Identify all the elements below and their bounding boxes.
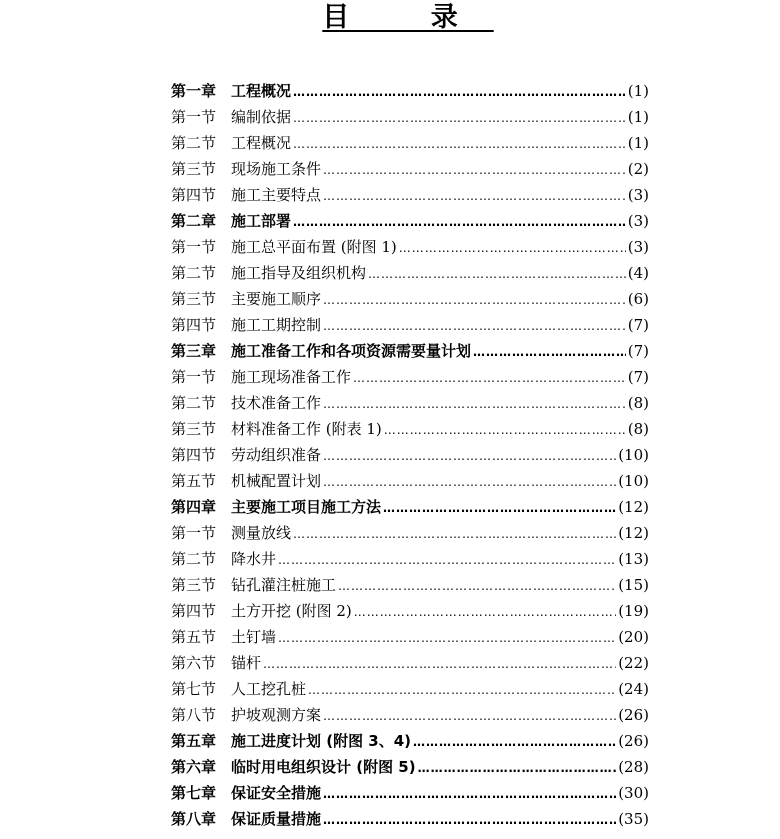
toc-page-number: (1) (627, 82, 649, 100)
toc-leader-dots (338, 573, 616, 598)
toc-entry-number: 第二节 (171, 134, 217, 152)
toc-entry-number: 第五章 (171, 732, 217, 750)
toc-page-number: (24) (618, 680, 649, 698)
toc-leader-dots (293, 105, 626, 130)
toc-section-entry[interactable] (171, 416, 649, 442)
toc-entry-title: 编制依据 (231, 108, 292, 126)
toc-entry-title: 技术准备工作 (231, 394, 322, 412)
toc-section-entry[interactable] (171, 624, 649, 650)
toc-entry-label (171, 676, 306, 702)
toc-leader-dots (323, 443, 616, 468)
toc-entry-label (171, 208, 291, 234)
toc-entry-label (171, 156, 321, 182)
toc-section-entry[interactable] (171, 520, 649, 546)
toc-entry-number: 第一节 (171, 108, 217, 126)
toc-entry-title: 现场施工条件 (231, 160, 322, 178)
toc-entry-label (171, 312, 321, 338)
toc-leader-dots (384, 417, 626, 442)
page-title: 目 录 (322, 2, 494, 33)
toc-entry-label (171, 780, 321, 806)
toc-leader-dots (323, 391, 626, 416)
toc-section-entry[interactable] (171, 676, 649, 702)
toc-entry-label (171, 442, 321, 468)
toc-entry-number: 第二节 (171, 550, 217, 568)
toc-entry-title: 施工指导及组织机构 (231, 264, 367, 282)
toc-section-entry[interactable] (171, 364, 649, 390)
toc-section-entry[interactable] (171, 312, 649, 338)
toc-page-number: (12) (618, 498, 649, 516)
toc-page-number: (6) (627, 290, 649, 308)
toc-entry-label (171, 364, 351, 390)
toc-entry-number: 第四章 (171, 498, 217, 516)
toc-entry-title: 主要施工项目施工方法 (231, 498, 382, 516)
toc-entry-title: 工程概况 (231, 134, 292, 152)
toc-entry-label (171, 416, 382, 442)
toc-section-entry[interactable] (171, 390, 649, 416)
toc-entry-label (171, 728, 411, 754)
toc-section-entry[interactable] (171, 598, 649, 624)
table-of-contents (171, 78, 649, 832)
toc-entry-label (171, 260, 366, 286)
toc-chapter-entry[interactable] (171, 754, 649, 780)
toc-entry-label (171, 754, 416, 780)
toc-entry-label (171, 572, 336, 598)
toc-page-number: (8) (627, 420, 649, 438)
toc-page-number: (10) (618, 446, 649, 464)
toc-entry-label (171, 286, 321, 312)
toc-page-number: (26) (618, 706, 649, 724)
toc-page-number: (7) (627, 368, 649, 386)
toc-leader-dots (278, 547, 616, 572)
toc-entry-title: 施工现场准备工作 (231, 368, 352, 386)
toc-entry-title: 主要施工顺序 (231, 290, 322, 308)
toc-leader-dots (293, 79, 626, 104)
toc-entry-title: 土钉墙 (231, 628, 277, 646)
toc-section-entry[interactable] (171, 468, 649, 494)
toc-leader-dots (293, 131, 626, 156)
toc-chapter-entry[interactable] (171, 806, 649, 832)
toc-entry-label (171, 494, 381, 520)
toc-entry-title: 钻孔灌注桩施工 (231, 576, 337, 594)
toc-page-number: (1) (627, 134, 649, 152)
toc-entry-number: 第六章 (171, 758, 217, 776)
toc-chapter-entry[interactable] (171, 728, 649, 754)
toc-leader-dots (323, 807, 616, 832)
toc-entry-label (171, 520, 291, 546)
toc-chapter-entry[interactable] (171, 780, 649, 806)
toc-leader-dots (278, 625, 616, 650)
toc-section-entry[interactable] (171, 130, 649, 156)
toc-page-number: (22) (618, 654, 649, 672)
toc-entry-number: 第三节 (171, 290, 217, 308)
toc-entry-title: 保证质量措施 (231, 810, 322, 828)
toc-entry-title: 护坡观测方案 (231, 706, 322, 724)
toc-leader-dots (399, 235, 626, 260)
toc-leader-dots (263, 651, 616, 676)
toc-entry-number: 第四节 (171, 602, 217, 620)
toc-leader-dots (323, 313, 626, 338)
toc-entry-title: 人工挖孔桩 (231, 680, 307, 698)
toc-entry-label (171, 234, 397, 260)
toc-entry-title: 施工准备工作和各项资源需要量计划 (231, 342, 472, 360)
toc-entry-title: 临时用电组织设计 (附图 5) (231, 758, 416, 776)
toc-chapter-entry[interactable] (171, 78, 649, 104)
toc-entry-title: 施工总平面布置 (附图 1) (231, 238, 397, 256)
toc-leader-dots (354, 599, 616, 624)
toc-page-number: (1) (627, 108, 649, 126)
toc-leader-dots (293, 521, 616, 546)
toc-entry-label (171, 468, 321, 494)
toc-page-number: (15) (618, 576, 649, 594)
toc-entry-number: 第七节 (171, 680, 217, 698)
toc-page-number: (2) (627, 160, 649, 178)
toc-entry-title: 土方开挖 (附图 2) (231, 602, 352, 620)
toc-page-number: (3) (627, 212, 649, 230)
toc-entry-number: 第一节 (171, 524, 217, 542)
toc-entry-title: 测量放线 (231, 524, 292, 542)
toc-leader-dots (368, 261, 626, 286)
toc-entry-number: 第五节 (171, 628, 217, 646)
toc-entry-label (171, 702, 321, 728)
toc-entry-number: 第四节 (171, 446, 217, 464)
toc-page-number: (12) (618, 524, 649, 542)
toc-entry-title: 劳动组织准备 (231, 446, 322, 464)
toc-entry-label (171, 806, 321, 832)
toc-entry-label (171, 390, 321, 416)
toc-page-number: (13) (618, 550, 649, 568)
toc-page-number: (7) (627, 342, 649, 360)
toc-entry-title: 保证安全措施 (231, 784, 322, 802)
toc-section-entry[interactable] (171, 546, 649, 572)
toc-entry-number: 第三节 (171, 576, 217, 594)
toc-entry-number: 第六节 (171, 654, 217, 672)
toc-chapter-entry[interactable] (171, 208, 649, 234)
toc-entry-label (171, 546, 276, 572)
toc-chapter-entry[interactable] (171, 494, 649, 520)
toc-section-entry[interactable] (171, 650, 649, 676)
toc-entry-number: 第一节 (171, 368, 217, 386)
toc-leader-dots (323, 287, 626, 312)
toc-leader-dots (473, 339, 626, 364)
toc-entry-number: 第二节 (171, 394, 217, 412)
toc-entry-label (171, 598, 352, 624)
toc-entry-label (171, 182, 321, 208)
toc-entry-label (171, 104, 291, 130)
toc-leader-dots (323, 703, 616, 728)
toc-entry-number: 第三节 (171, 420, 217, 438)
toc-page-number: (26) (618, 732, 649, 750)
toc-section-entry[interactable] (171, 442, 649, 468)
toc-entry-title: 施工工期控制 (231, 316, 322, 334)
toc-leader-dots (383, 495, 616, 520)
toc-page-number: (35) (618, 810, 649, 828)
toc-entry-title: 机械配置计划 (231, 472, 322, 490)
toc-entry-number: 第八章 (171, 810, 217, 828)
toc-entry-title: 材料准备工作 (附表 1) (231, 420, 382, 438)
toc-entry-label (171, 78, 291, 104)
toc-leader-dots (293, 209, 626, 234)
toc-page-number: (20) (618, 628, 649, 646)
toc-entry-label (171, 624, 276, 650)
toc-entry-number: 第四节 (171, 186, 217, 204)
toc-section-entry[interactable] (171, 572, 649, 598)
toc-entry-number: 第一节 (171, 238, 217, 256)
toc-leader-dots (413, 729, 616, 754)
toc-entry-number: 第八节 (171, 706, 217, 724)
toc-page-number: (7) (627, 316, 649, 334)
toc-leader-dots (308, 677, 616, 702)
toc-leader-dots (353, 365, 626, 390)
toc-page-number: (4) (627, 264, 649, 282)
toc-entry-title: 工程概况 (231, 82, 292, 100)
toc-entry-title: 降水井 (231, 550, 277, 568)
toc-entry-number: 第五节 (171, 472, 217, 490)
toc-page-number: (10) (618, 472, 649, 490)
toc-entry-number: 第二章 (171, 212, 217, 230)
toc-leader-dots (418, 755, 617, 780)
toc-entry-number: 第二节 (171, 264, 217, 282)
toc-section-entry[interactable] (171, 156, 649, 182)
toc-section-entry[interactable] (171, 260, 649, 286)
toc-page-number: (30) (618, 784, 649, 802)
toc-section-entry[interactable] (171, 286, 649, 312)
toc-section-entry[interactable] (171, 182, 649, 208)
toc-entry-number: 第四节 (171, 316, 217, 334)
toc-chapter-entry[interactable] (171, 338, 649, 364)
toc-entry-number: 第三节 (171, 160, 217, 178)
toc-entry-title: 施工部署 (231, 212, 292, 230)
toc-leader-dots (323, 469, 616, 494)
toc-entry-title: 锚杆 (231, 654, 262, 672)
toc-section-entry[interactable] (171, 104, 649, 130)
toc-leader-dots (323, 157, 626, 182)
toc-page-number: (19) (618, 602, 649, 620)
toc-entry-title: 施工进度计划 (附图 3、4) (231, 732, 412, 750)
toc-page-number: (8) (627, 394, 649, 412)
toc-entry-number: 第三章 (171, 342, 217, 360)
toc-leader-dots (323, 183, 626, 208)
toc-entry-label (171, 338, 471, 364)
toc-page-number: (3) (627, 186, 649, 204)
toc-section-entry[interactable] (171, 702, 649, 728)
toc-entry-number: 第七章 (171, 784, 217, 802)
toc-entry-label (171, 130, 291, 156)
toc-entry-title: 施工主要特点 (231, 186, 322, 204)
toc-entry-label (171, 650, 261, 676)
toc-page-number: (28) (618, 758, 649, 776)
toc-leader-dots (323, 781, 616, 806)
toc-section-entry[interactable] (171, 234, 649, 260)
toc-page-number: (3) (627, 238, 649, 256)
toc-entry-number: 第一章 (171, 82, 217, 100)
